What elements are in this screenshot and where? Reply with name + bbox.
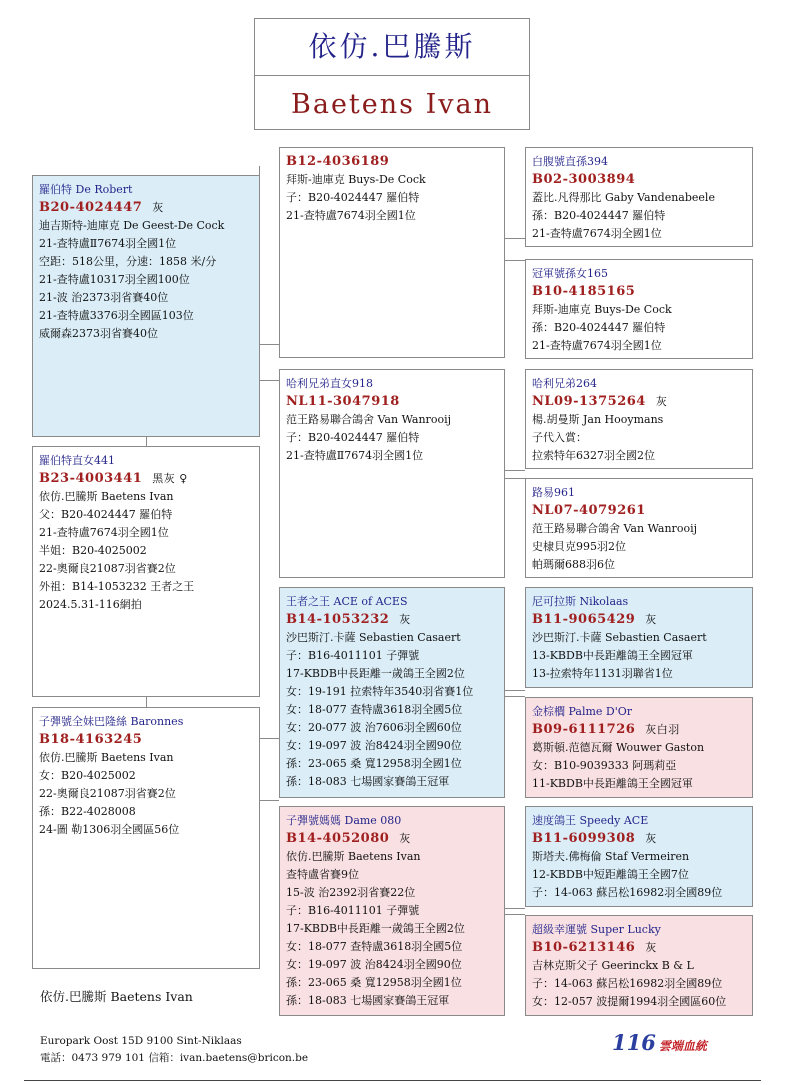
record-line: 查特盧省賽9位 [286,868,359,881]
record-line: 沙巴斯汀.卡薩 Sebastien Casaert [286,631,461,644]
connector-dam-dd [259,800,279,801]
record-line: 13-KBDB中長距離鴿王全國冠軍 [532,649,693,662]
record-line: 21-查特盧7674羽全國1位 [286,209,416,222]
record-line: 子：B16-4011101 子彈號 [286,649,420,662]
pedigree-box-dam [32,707,260,969]
record-line: 外祖：B14-1053232 王者之王 [39,580,195,593]
record-line: 15-波 治2392羽省賽22位 [286,886,416,899]
connector-sd-sdd [505,478,525,479]
feather-color: 灰 [152,201,164,214]
record-line: 依仿.巴騰斯 Baetens Ivan [286,850,421,863]
record-line: 孫：23-065 桑 寬12958羽全國1位 [286,757,462,770]
record-line: 女：19-191 拉索特年3540羽省賽1位 [286,685,474,698]
record-line: 拉索特年6327羽全國2位 [532,449,655,462]
bird-name: 路易961 [532,486,575,499]
record-line: 女：B10-9039333 阿瑪莉亞 [532,759,677,772]
connector-ds-dsd [505,696,525,697]
record-line: 孫：23-065 桑 寬12958羽全國1位 [286,976,462,989]
connector-sire-subject [146,437,147,446]
bird-name: 超級幸運號 Super Lucky [532,923,661,936]
record-line: 21-查特盧3376羽全國區103位 [39,309,194,322]
bird-name: 速度鴿王 Speedy ACE [532,814,649,827]
ring-number: B10-6213146 [532,940,636,955]
record-line: 21-查特盧10317羽全國100位 [39,273,190,286]
pedigree-box-ss [279,147,505,358]
record-line: 威爾森2373羽省賽40位 [39,327,158,340]
ring-number: B10-4185165 [532,284,636,299]
record-line: 女：19-097 波 治8424羽全國90位 [286,958,462,971]
connector-dam-ds [259,738,279,739]
record-line: 21-查特盧Ⅱ7674羽全國1位 [39,237,177,250]
pedigree-box-ssd [525,259,753,359]
record-line: 22-奧爾良21087羽省賽2位 [39,787,176,800]
ring-number: B18-4163245 [39,732,143,747]
record-line: 空距：518公里，分速：1858 米/分 [39,255,217,268]
record-line: 依仿.巴騰斯 Baetens Ivan [39,490,174,503]
owner-name: 依仿.巴騰斯 Baetens Ivan [40,989,193,1004]
connector-sire-ss [259,344,279,345]
connector-dd-dds [505,908,525,909]
ring-number: NL09-1375264 [532,394,646,409]
ring-number: B09-6111726 [532,722,636,737]
record-line: 孫：B22-4028008 [39,805,136,818]
bird-name: 子彈號全妹巴隆絲 Baronnes [39,715,184,728]
record-line: 24-圖 勒1306羽全國區56位 [39,823,180,836]
record-line: 子：14-063 蘇呂松16982羽全國89位 [532,977,723,990]
record-line: 女：19-097 波 治8424羽全國90位 [286,739,462,752]
logo-number: 116 [612,1030,656,1055]
connector-sire-sd [259,380,279,381]
bird-name: 羅伯特 De Robert [39,183,133,196]
address: Europark Oost 15D 9100 Sint-Niklaas [40,1035,242,1047]
pedigree-box-sdd [525,478,753,578]
record-line: 子代入賞： [532,431,587,444]
title-chinese: 依仿.巴騰斯 [255,19,529,76]
record-line: 21-查特盧7674羽全國1位 [39,526,169,539]
pedigree-box-sds [525,369,753,469]
record-line: 帕瑪爾688羽6位 [532,558,615,571]
ring-number: B14-1053232 [286,612,390,627]
bird-name: 羅伯特直女441 [39,454,115,467]
title-english: Baetens Ivan [291,89,493,120]
connector-ds-dss [505,690,525,691]
record-line: 依仿.巴騰斯 Baetens Ivan [39,751,174,764]
connector-ss-ssd [505,260,525,261]
pedigree-box-ds [279,587,505,798]
record-line: 子：B16-4011101 子彈號 [286,904,420,917]
record-line: 女：18-077 查特盧3618羽全國5位 [286,940,463,953]
pedigree-box-dds [525,806,753,907]
record-line: 范王路易聯合鴿舍 Van Wanrooij [286,413,451,426]
ring-number: B23-4003441 [39,471,143,486]
record-line: 孫：18-083 七場國家賽鴿王冠軍 [286,775,450,788]
bird-name: 哈利兄弟直女918 [286,377,373,390]
pedigree-box-dd [279,806,505,1016]
record-line: 13-拉索特年1131羽聯省1位 [532,667,673,680]
feather-color: 灰 [645,613,657,626]
pedigree-box-ddd [525,915,753,1016]
brand-logo [612,1030,707,1055]
record-line: 女：12-057 波提爾1994羽全國區60位 [532,995,727,1008]
bird-name: 哈利兄弟264 [532,377,597,390]
connector-dd-ddd [505,914,525,915]
contact-info: 電話：0473 979 101 信箱：ivan.baetens@bricon.be [40,1052,309,1064]
record-line: 女：B20-4025002 [39,769,136,782]
record-line: 17-KBDB中長距離一歲鴿王全國2位 [286,667,465,680]
record-line: 17-KBDB中長距離一歲鴿王全國2位 [286,922,465,935]
record-line: 楊.胡曼斯 Jan Hooymans [532,413,664,426]
pedigree-box-subject [32,446,260,697]
record-line: 孫：B20-4024447 羅伯特 [532,321,666,334]
record-line: 女：20-077 波 治7606羽全國60位 [286,721,462,734]
bottom-divider [24,1080,761,1081]
pedigree-box-dsd [525,697,753,798]
connector-ss-sss [505,238,525,239]
record-line: 子：B20-4024447 羅伯特 [286,431,420,444]
ring-number: B12-4036189 [286,154,390,169]
record-line: 父：B20-4024447 羅伯特 [39,508,173,521]
record-line: 21-查特盧7674羽全國1位 [532,227,662,240]
bird-name: 王者之王 ACE of ACES [286,595,408,608]
record-line: 拜斯-迪庫克 Buys-De Cock [286,173,426,186]
record-line: 葛斯頓.范德瓦爾 Wouwer Gaston [532,741,705,754]
contact-block [40,1033,308,1067]
ring-number: NL07-4079261 [532,503,646,518]
record-line: 蓋比.凡得那比 Gaby Vandenabeele [532,191,715,204]
record-line: 21-查特盧Ⅱ7674羽全國1位 [286,449,424,462]
bird-name: 白腹號直孫394 [532,155,608,168]
ring-number: B11-9065429 [532,612,636,627]
record-line: 22-奧爾良21087羽省賽2位 [39,562,176,575]
pedigree-box-sire [32,175,260,437]
bird-name: 尼可拉斯 Nikolaas [532,595,629,608]
record-line: 斯塔夫.佛梅倫 Staf Vermeiren [532,850,690,863]
record-line: 子：14-063 蘇呂松16982羽全國89位 [532,886,723,899]
logo-text: 雲端血統 [658,1039,707,1053]
record-line: 吉林克斯父子 Geerinckx B & L [532,959,694,972]
ring-number: B14-4052080 [286,831,390,846]
record-line: 12-KBDB中短距離鴿王全國7位 [532,868,689,881]
feather-color: 灰 [645,832,657,845]
connector-sd-sds [505,470,525,471]
pedigree-box-dss [525,587,753,688]
ring-number: NL11-3047918 [286,394,400,409]
record-line: 21-查特盧7674羽全國1位 [532,339,662,352]
pedigree-box-sd [279,369,505,578]
ring-number: B11-6099308 [532,831,636,846]
record-line: 迪吉斯特-迪庫克 De Geest-De Cock [39,219,225,232]
feather-color: 灰 [645,941,657,954]
feather-color: 灰 [655,395,668,408]
ring-number: B20-4024447 [39,200,143,215]
record-line: 半姐：B20-4025002 [39,544,147,557]
record-line: 孫：18-083 七場國家賽鴿王冠軍 [286,994,450,1007]
record-line: 拜斯-迪庫克 Buys-De Cock [532,303,672,316]
record-line: 孫：B20-4024447 羅伯特 [532,209,666,222]
record-line: 沙巴斯汀.卡薩 Sebastien Casaert [532,631,707,644]
bird-name: 金棕櫚 Palme D'Or [532,705,633,718]
feather-color: 灰白羽 [645,723,680,736]
record-line: 史棣貝克995羽2位 [532,540,626,553]
record-line: 21-波 治2373羽省賽40位 [39,291,169,304]
bird-name: 冠軍號孫女165 [532,267,608,280]
connector-subject-dam [146,697,147,707]
record-line: 范王路易聯合鴿舍 Van Wanrooij [532,522,697,535]
bird-name: 子彈號媽媽 Dame 080 [286,814,402,827]
record-line: 女：18-077 查特盧3618羽全國5位 [286,703,463,716]
record-line: 2024.5.31-116網拍 [39,598,142,611]
ring-number: B02-3003894 [532,172,636,187]
feather-color: 灰 [399,613,411,626]
feather-color: 黑灰 ♀ [152,472,188,485]
feather-color: 灰 [399,832,411,845]
record-line: 11-KBDB中長距離鴿王全國冠軍 [532,777,693,790]
title-box [254,18,530,130]
record-line: 子：B20-4024447 羅伯特 [286,191,420,204]
pedigree-box-sss [525,147,753,247]
